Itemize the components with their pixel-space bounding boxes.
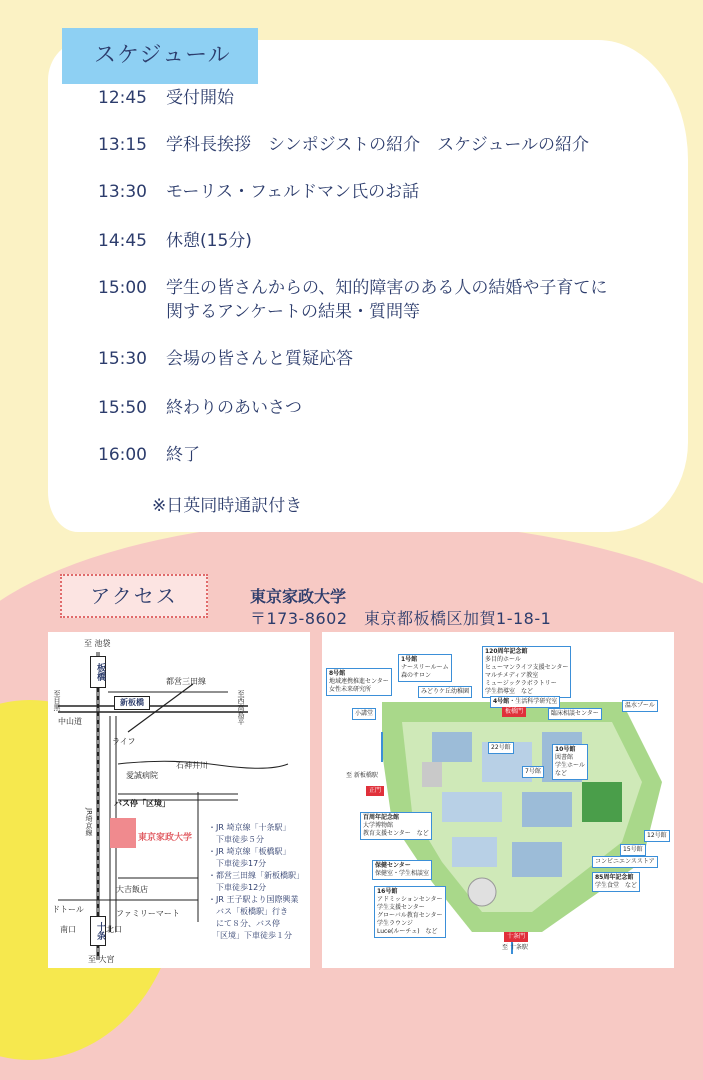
label-shakujii-river: 石神井川 — [176, 761, 208, 770]
building-16-sub: アドミッションセンター — [377, 896, 443, 903]
building-1-name: 1号館 — [401, 656, 418, 663]
itabashi-gate-label: 板橋門 — [502, 707, 526, 717]
label-south-exit: 南口 — [60, 925, 76, 934]
label-bus-stop: バス停「区境」 — [114, 799, 170, 808]
building-16-label — [374, 886, 446, 938]
schedule-time: 15:30 — [98, 349, 147, 369]
schedule-row — [98, 229, 252, 253]
clinic-label: 臨床相談センター — [548, 708, 602, 720]
schedule-row — [98, 443, 200, 467]
schedule-desc: 終わりのあいさつ — [166, 398, 302, 418]
directions-list — [208, 822, 304, 942]
building-7-label: 7号館 — [522, 766, 544, 778]
schedule-desc: 終了 — [166, 445, 200, 465]
building-85-sub: 学生食堂 など — [595, 882, 638, 889]
building-1-sub2: 森のサロン — [401, 672, 432, 679]
label-daikichi: 大吉飯店 — [116, 885, 148, 894]
direction-line: バス「板橋駅」行き — [208, 907, 288, 916]
schedule-row — [98, 180, 419, 204]
schedule-row — [98, 347, 353, 371]
university-name: 東京家政大学 — [250, 587, 347, 606]
schedule-desc: 学科長挨拶 シンポジストの紹介 スケジュールの紹介 — [166, 135, 590, 155]
schedule-time: 15:00 — [98, 278, 147, 298]
label-to-meguro: 至目黒 — [53, 690, 61, 711]
building-16-sub3: グローバル教育センター — [377, 912, 443, 919]
schedule-row — [98, 133, 589, 157]
building-120-sub3: マルチメディア教室 — [485, 672, 539, 679]
building-16-sub2: 学生支援センター — [377, 904, 425, 911]
building-10-sub: 図書館 — [555, 754, 574, 761]
building-120-sub2: ヒューマンライフ支援センター — [485, 664, 569, 671]
convenience-store-label: コンビニエンスストア — [592, 856, 658, 868]
building-1-sub: ナースリールーム — [401, 664, 449, 671]
label-jr-saikyo-line: JR埼京線 — [85, 808, 93, 836]
centennial-hall-sub2: 教育支援センター など — [363, 830, 429, 837]
schedule-desc: 学生の皆さんからの、知的障害のある人の結婚や子育てに — [166, 278, 608, 298]
schedule-heading: スケジュール — [62, 28, 258, 84]
building-85-name: 85周年記念館 — [595, 874, 634, 881]
jujo-gate-label: 十条門 — [504, 932, 528, 942]
schedule-desc: 受付開始 — [166, 88, 234, 108]
label-aiseki-hospital: 愛誠病院 — [126, 771, 158, 780]
building-10-label — [552, 744, 588, 780]
building-16-sub4: 学生ラウンジ — [377, 920, 413, 927]
pool-label: 温水プール — [622, 700, 658, 712]
campus-map — [322, 632, 674, 968]
building-120-label — [482, 646, 571, 698]
schedule-desc: モーリス・フェルドマン氏のお話 — [166, 182, 420, 202]
direction-line: 「区境」下車徒歩１分 — [208, 931, 292, 940]
schedule-time: 16:00 — [98, 445, 147, 465]
building-85-label — [592, 872, 640, 892]
building-16-name: 16号館 — [377, 888, 398, 895]
interpretation-note: ※日英同時通訳付き — [152, 496, 303, 516]
label-to-omiya: 至 大宮 — [88, 955, 115, 964]
building-15-label: 15号館 — [620, 844, 646, 856]
schedule-desc-line2: 関するアンケートの結果・質問等 — [166, 302, 420, 322]
label-campus: 東京家政大学 — [138, 833, 193, 843]
centennial-hall-name: 百周年記念館 — [363, 814, 400, 821]
label-to-nishitakashimadaira: 至西高島平 — [237, 690, 245, 725]
building-16-sub5: Luce(ルーチェ) など — [377, 928, 438, 935]
schedule-time: 14:45 — [98, 231, 147, 251]
jujo-station: 十条 — [90, 916, 106, 946]
schedule-time: 15:50 — [98, 398, 147, 418]
label-nakasendo: 中山道 — [58, 717, 82, 726]
schedule-time: 12:45 — [98, 88, 147, 108]
label-toei-mita-line: 都営三田線 — [166, 677, 206, 686]
area-map — [48, 632, 310, 968]
label-familymart: ファミリーマート — [116, 909, 180, 918]
schedule-desc-block — [166, 276, 607, 324]
access-heading: アクセス — [60, 574, 208, 618]
itabashi-station: 板橋 — [90, 656, 106, 688]
schedule-desc: 会場の皆さんと質疑応答 — [166, 349, 353, 369]
building-1-label — [398, 654, 452, 682]
health-center-sub: 保健室・学生相談室 — [375, 870, 430, 877]
schedule-row — [98, 276, 607, 324]
to-shin-itabashi-label: 至 新板橋駅 — [346, 772, 378, 779]
main-gate-label: 正門 — [366, 786, 384, 796]
direction-line: 下車徒歩17分 — [208, 859, 267, 868]
to-jujo-label: 至 十条駅 — [502, 944, 528, 951]
direction-line: ・JR 埼京線「板橋駅」 — [208, 847, 291, 856]
building-120-sub: 多目的ホール — [485, 656, 521, 663]
health-center-label — [372, 860, 432, 880]
direction-line: ・JR 埼京線「十条駅」 — [208, 823, 291, 832]
building-120-sub5: 学生指導室 など — [485, 688, 534, 695]
direction-line: 下車徒歩12分 — [208, 883, 267, 892]
schedule-row — [98, 86, 234, 110]
building-120-sub4: ミュージックラボラトリー — [485, 680, 557, 687]
building-8-label — [326, 668, 392, 696]
schedule-desc: 休憩(15分) — [166, 231, 252, 251]
building-10-sub2: 学生ホール — [555, 762, 585, 769]
midorigaoka-label: みどりケ丘幼稚園 — [418, 686, 472, 698]
schedule-time: 13:15 — [98, 135, 147, 155]
building-8-sub2: 女性未来研究所 — [329, 686, 372, 693]
centennial-hall-sub: 大学博物館 — [363, 822, 394, 829]
university-address: 〒173-8602 東京都板橋区加賀1-18-1 — [250, 609, 552, 628]
building-10-sub3: など — [555, 770, 568, 777]
building-120-name: 120周年記念館 — [485, 648, 528, 655]
building-8-name: 8号館 — [329, 670, 346, 677]
building-12-label: 12号館 — [644, 830, 670, 842]
shin-itabashi-station: 新板橋 — [114, 696, 150, 710]
label-north-exit: 北口 — [106, 925, 122, 934]
direction-line: ・JR 王子駅より国際興業 — [208, 895, 299, 904]
building-8-sub: 地域連携推進センター — [329, 678, 389, 685]
small-auditorium-label: 小講堂 — [352, 708, 376, 720]
centennial-hall-label — [360, 812, 432, 840]
health-center-name: 保健センター — [375, 862, 411, 869]
direction-line: ・都営三田線「新板橋駅」 — [208, 871, 304, 880]
building-4-sub: ・生活科学研究室 — [509, 698, 558, 705]
direction-line: にて８分、バス停 — [208, 919, 280, 928]
building-10-name: 10号館 — [555, 746, 576, 753]
building-4-name: 4号館 — [493, 698, 510, 705]
direction-line: 下車徒歩５分 — [208, 835, 264, 844]
label-doutor: ドトール — [52, 905, 84, 914]
label-life: ライフ — [112, 737, 136, 746]
schedule-time: 13:30 — [98, 182, 147, 202]
schedule-row — [98, 396, 302, 420]
label-to-ikebukuro: 至 池袋 — [84, 639, 111, 648]
building-22-label: 22号館 — [488, 742, 514, 754]
